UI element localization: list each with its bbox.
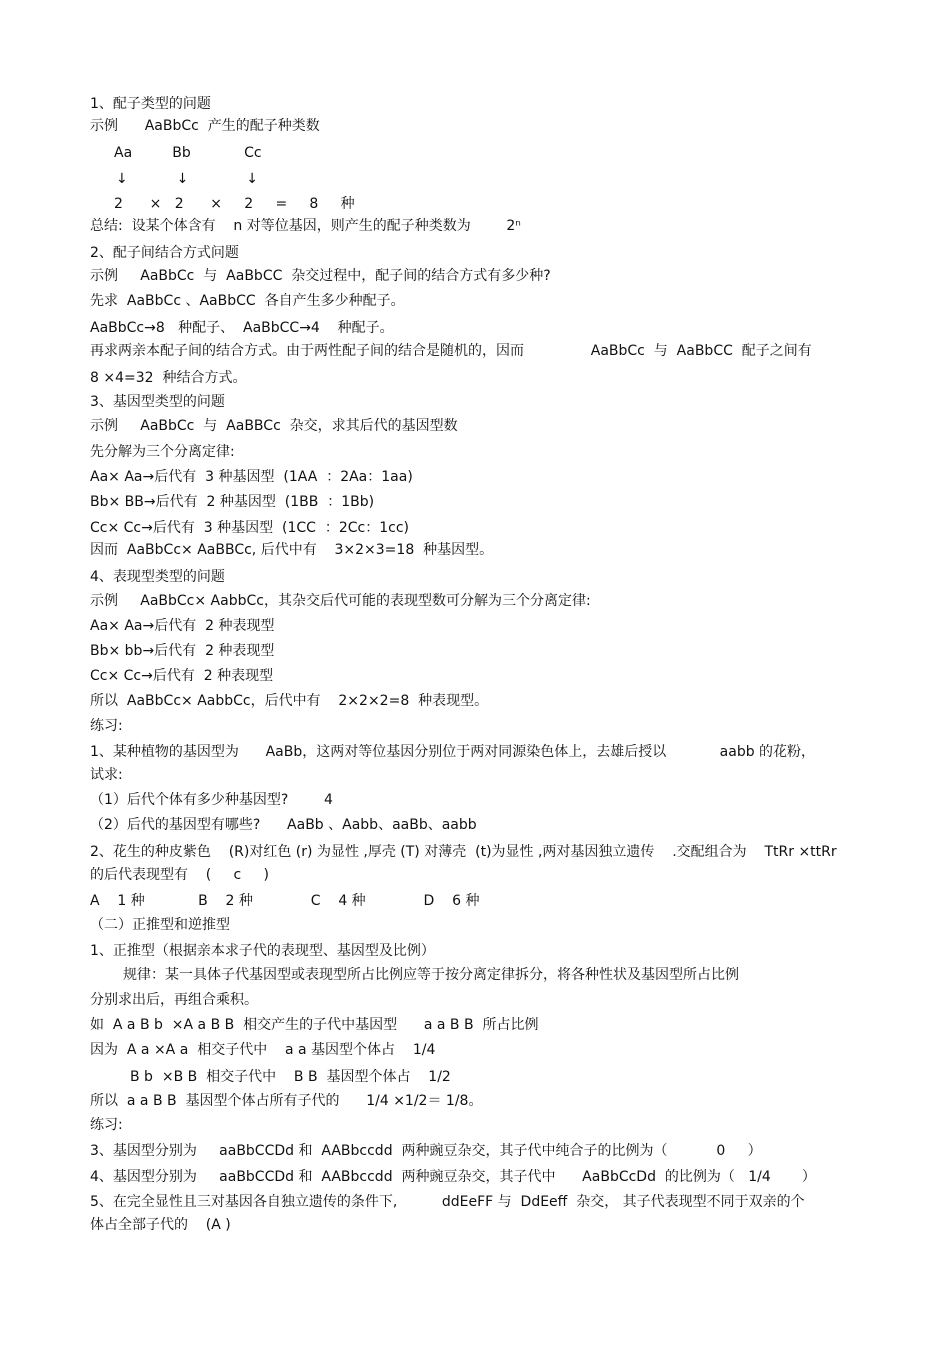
section5-example3: B b ×B B 相交子代中 B B 基因型个体占 1/2 <box>130 1069 451 1085</box>
diagram-arrows-row: ↓ ↓ ↓ <box>116 171 258 187</box>
section2-example: 示例 AaBbCc 与 AaBbCC 杂交过程中，配子间的结合方式有多少种? <box>90 268 551 284</box>
section2-step3: 再求两亲本配子间的结合方式。由于两性配子间的结合是随机的，因而 AaBbCc 与 AaBbCC 配子之间有 <box>90 343 812 359</box>
question2-cont: 的后代表现型有 ( c ) <box>90 867 269 883</box>
question5-cont: 体占全部子代的 (A ) <box>90 1217 231 1233</box>
section3-bb: Bb× BB→后代有 2 种基因型 (1BB ：1Bb) <box>90 494 375 510</box>
question2: 2、花生的种皮紫色 (R)对红色 (r) 为显性 ,厚壳 (T) 对薄壳 (t)为显性 ,两对基因独立遗传 .交配组合为 TtRr ×ttRr <box>90 844 837 860</box>
section4-heading: 4、表现型类型的问题 <box>90 569 225 585</box>
section2-step3-cont: 8 ×4=32 种结合方式。 <box>90 370 247 386</box>
question5: 5、在完全显性且三对基因各自独立遗传的条件下, ddEeFF 与 DdEeff 杂交， 其子代表现型不同于双亲的个 <box>90 1194 805 1210</box>
section3-cc: Cc× Cc→后代有 3 种基因型 (1CC ：2Cc：1cc) <box>90 520 409 536</box>
section1-example: 示例 AaBbCc 产生的配子种类数 <box>90 118 320 134</box>
question1: 1、某种植物的基因型为 AaBb，这两对等位基因分别位于两对同源染色体上，去雄后授以 aabb 的花粉， <box>90 744 816 760</box>
diagram-genes-row: Aa Bb Cc <box>114 145 262 161</box>
section5-subheading: 1、正推型（根据亲本求子代的表现型、基因型及比例） <box>90 943 435 959</box>
section2-step2: AaBbCc→8 种配子、 AaBbCC→4 种配子。 <box>90 320 394 336</box>
question1-cont: 试求: <box>90 767 123 783</box>
section3-heading: 3、基因型类型的问题 <box>90 394 225 410</box>
practice2-heading: 练习: <box>90 1117 123 1133</box>
section3-result: 因而 AaBbCc× AaBBCc, 后代中有 3×2×3=18 种基因型。 <box>90 542 494 558</box>
section4-example: 示例 AaBbCc× AabbCc，其杂交后代可能的表现型数可分解为三个分离定律: <box>90 593 591 609</box>
question1-sub2: （2）后代的基因型有哪些? AaBb 、Aabb、aaBb、aabb <box>90 817 477 833</box>
section4-cc: Cc× Cc→后代有 2 种表现型 <box>90 668 274 684</box>
section1-heading: 1、配子类型的问题 <box>90 96 211 112</box>
section2-step1: 先求 AaBbCc 、AaBbCC 各自产生多少种配子。 <box>90 293 405 309</box>
section3-aa: Aa× Aa→后代有 3 种基因型 (1AA ：2Aa：1aa) <box>90 469 413 485</box>
section5-example2: 因为 A a ×A a 相交子代中 a a 基因型个体占 1/4 <box>90 1042 436 1058</box>
section3-step1: 先分解为三个分离定律: <box>90 444 235 460</box>
section5-example4: 所以 a a B B 基因型个体占所有子代的 1/4 ×1/2＝ 1/8。 <box>90 1093 483 1109</box>
question2-options: A 1 种 B 2 种 C 4 种 D 6 种 <box>90 893 480 909</box>
question1-sub1: （1）后代个体有多少种基因型? 4 <box>90 792 333 808</box>
question4: 4、基因型分别为 aaBbCCDd 和 AABbccdd 两种豌豆杂交，其子代中 AaBbCcDd 的比例为（ 1/4 ） <box>90 1169 816 1185</box>
section1-summary: 总结: 设某个体含有 n 对等位基因，则产生的配子种类数为 2ⁿ <box>90 218 521 234</box>
section5-rule-cont: 分别求出后，再组合乘积。 <box>90 992 258 1008</box>
section2-heading: 2、配子间结合方式问题 <box>90 245 239 261</box>
section5-example1: 如 A a B b ×A a B B 相交产生的子代中基因型 a a B B 所占比例 <box>90 1017 539 1033</box>
section5-heading: （二）正推型和逆推型 <box>90 917 230 933</box>
section4-aa: Aa× Aa→后代有 2 种表现型 <box>90 618 275 634</box>
section5-rule: 规律：某一具体子代基因型或表现型所占比例应等于按分离定律拆分，将各种性状及基因型所占比例 <box>123 967 739 983</box>
diagram-calc-row: 2 × 2 × 2 = 8 种 <box>114 196 355 212</box>
section3-example: 示例 AaBbCc 与 AaBBCc 杂交，求其后代的基因型数 <box>90 418 458 434</box>
section4-bb: Bb× bb→后代有 2 种表现型 <box>90 643 275 659</box>
section4-result: 所以 AaBbCc× AabbCc，后代中有 2×2×2=8 种表现型。 <box>90 693 489 709</box>
practice-heading: 练习: <box>90 718 123 734</box>
question3: 3、基因型分别为 aaBbCCDd 和 AABbccdd 两种豌豆杂交，其子代中纯合子的比例为（ 0 ） <box>90 1143 762 1159</box>
